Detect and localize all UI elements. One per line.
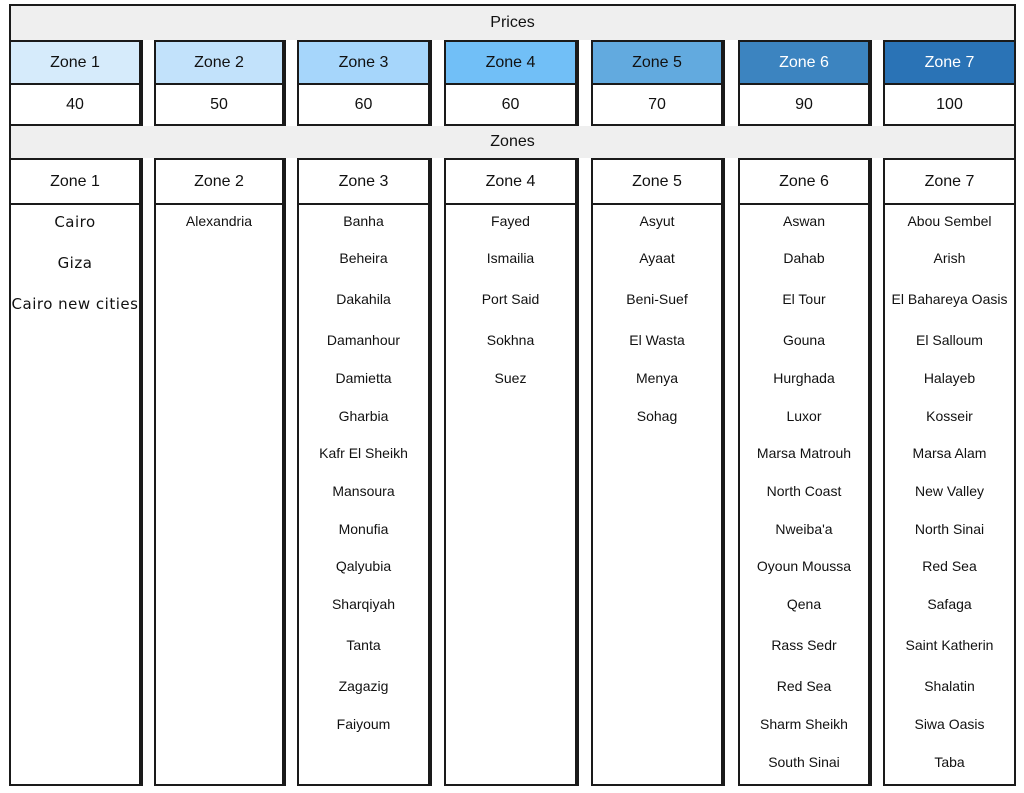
city-name: Gouna xyxy=(782,332,826,348)
zone-city-column xyxy=(591,203,723,786)
price-zone-header: Zone 6 xyxy=(738,40,870,85)
zone-list-header: Zone 6 xyxy=(738,158,870,205)
city-name: Banha xyxy=(343,213,384,229)
city-name: Rass Sedr xyxy=(771,637,837,653)
city-name: Ismailia xyxy=(486,250,535,266)
zone-price: 40 xyxy=(9,83,141,126)
city-name: Tanta xyxy=(346,637,381,653)
city-name: Zagazig xyxy=(338,678,389,694)
zone-city-column xyxy=(738,203,870,786)
city-name: Giza xyxy=(57,254,93,272)
city-name: North Sinai xyxy=(914,521,985,537)
city-name: Dahab xyxy=(783,250,825,266)
city-name: Alexandria xyxy=(185,213,253,229)
city-name: Sharqiyah xyxy=(331,596,396,612)
prices-title: Prices xyxy=(490,14,535,31)
price-zone-header: Zone 1 xyxy=(9,40,141,85)
zone-price: 100 xyxy=(883,83,1016,126)
city-name: North Coast xyxy=(766,483,842,499)
city-name: Marsa Alam xyxy=(912,445,987,461)
city-name: Beni-Suef xyxy=(626,291,688,307)
city-name: Aswan xyxy=(782,213,826,229)
city-name: El Salloum xyxy=(916,332,983,348)
city-name: Shalatin xyxy=(924,678,975,694)
city-name: Halayeb xyxy=(923,370,976,386)
city-name: Siwa Oasis xyxy=(914,716,985,732)
city-name: Mansoura xyxy=(332,483,395,499)
city-name: South Sinai xyxy=(768,754,840,770)
city-name: Red Sea xyxy=(922,558,977,574)
city-name: Damanhour xyxy=(326,332,401,348)
city-name: Nweiba'a xyxy=(775,521,833,537)
city-name: El Wasta xyxy=(629,332,685,348)
city-name: Port Said xyxy=(481,291,540,307)
price-zone-header: Zone 3 xyxy=(297,40,430,85)
city-name: Gharbia xyxy=(338,408,389,424)
city-name: Ayaat xyxy=(639,250,675,266)
zone-city-column xyxy=(883,203,1016,786)
zone-price: 60 xyxy=(297,83,430,126)
zones-title: Zones xyxy=(490,133,535,150)
city-name: El Tour xyxy=(782,291,826,307)
zone-price: 90 xyxy=(738,83,870,126)
city-name: Sharm Sheikh xyxy=(760,716,848,732)
city-name: Marsa Matrouh xyxy=(756,445,852,461)
zone-list-header: Zone 1 xyxy=(9,158,141,205)
city-name: Luxor xyxy=(786,408,822,424)
city-name: Red Sea xyxy=(776,678,832,694)
city-name: Cairo new cities xyxy=(11,295,139,313)
city-name: Fayed xyxy=(491,213,530,229)
city-name: Suez xyxy=(494,370,527,386)
price-zone-header: Zone 5 xyxy=(591,40,723,85)
city-name: Beheira xyxy=(339,250,388,266)
city-name: Saint Katherin xyxy=(905,637,994,653)
city-name: New Valley xyxy=(915,483,984,499)
city-name: Abou Sembel xyxy=(907,213,992,229)
price-zone-header: Zone 2 xyxy=(154,40,284,85)
city-name: Faiyoum xyxy=(336,716,391,732)
zone-list-header: Zone 3 xyxy=(297,158,430,205)
city-name: Dakahila xyxy=(336,291,391,307)
prices-header xyxy=(9,4,1016,42)
city-name: Arish xyxy=(933,250,966,266)
zone-city-column xyxy=(297,203,430,786)
city-name: Kosseir xyxy=(926,408,973,424)
city-name: Taba xyxy=(934,754,965,770)
city-name: Oyoun Moussa xyxy=(756,558,852,574)
zone-price: 50 xyxy=(154,83,284,126)
city-name: Damietta xyxy=(335,370,392,386)
zone-list-header: Zone 2 xyxy=(154,158,284,205)
zones-header xyxy=(9,124,1016,160)
zone-list-header: Zone 4 xyxy=(444,158,577,205)
zone-price: 70 xyxy=(591,83,723,126)
city-name: Kafr El Sheikh xyxy=(319,445,408,461)
zone-city-column xyxy=(9,203,141,786)
city-name: Qena xyxy=(786,596,822,612)
city-name: Cairo xyxy=(54,213,96,231)
city-name: Safaga xyxy=(927,596,972,612)
zone-list-header: Zone 5 xyxy=(591,158,723,205)
city-name: Hurghada xyxy=(773,370,835,386)
zone-price: 60 xyxy=(444,83,577,126)
city-name: Sokhna xyxy=(486,332,535,348)
city-name: Qalyubia xyxy=(335,558,392,574)
city-name: Menya xyxy=(635,370,679,386)
zone-list-header: Zone 7 xyxy=(883,158,1016,205)
city-name: Asyut xyxy=(639,213,675,229)
price-zone-header: Zone 4 xyxy=(444,40,577,85)
zone-city-column xyxy=(444,203,577,786)
city-name: El Bahareya Oasis xyxy=(891,291,1008,307)
price-zone-header: Zone 7 xyxy=(883,40,1016,85)
city-name: Monufia xyxy=(338,521,389,537)
city-name: Sohag xyxy=(636,408,678,424)
zone-city-column xyxy=(154,203,284,786)
